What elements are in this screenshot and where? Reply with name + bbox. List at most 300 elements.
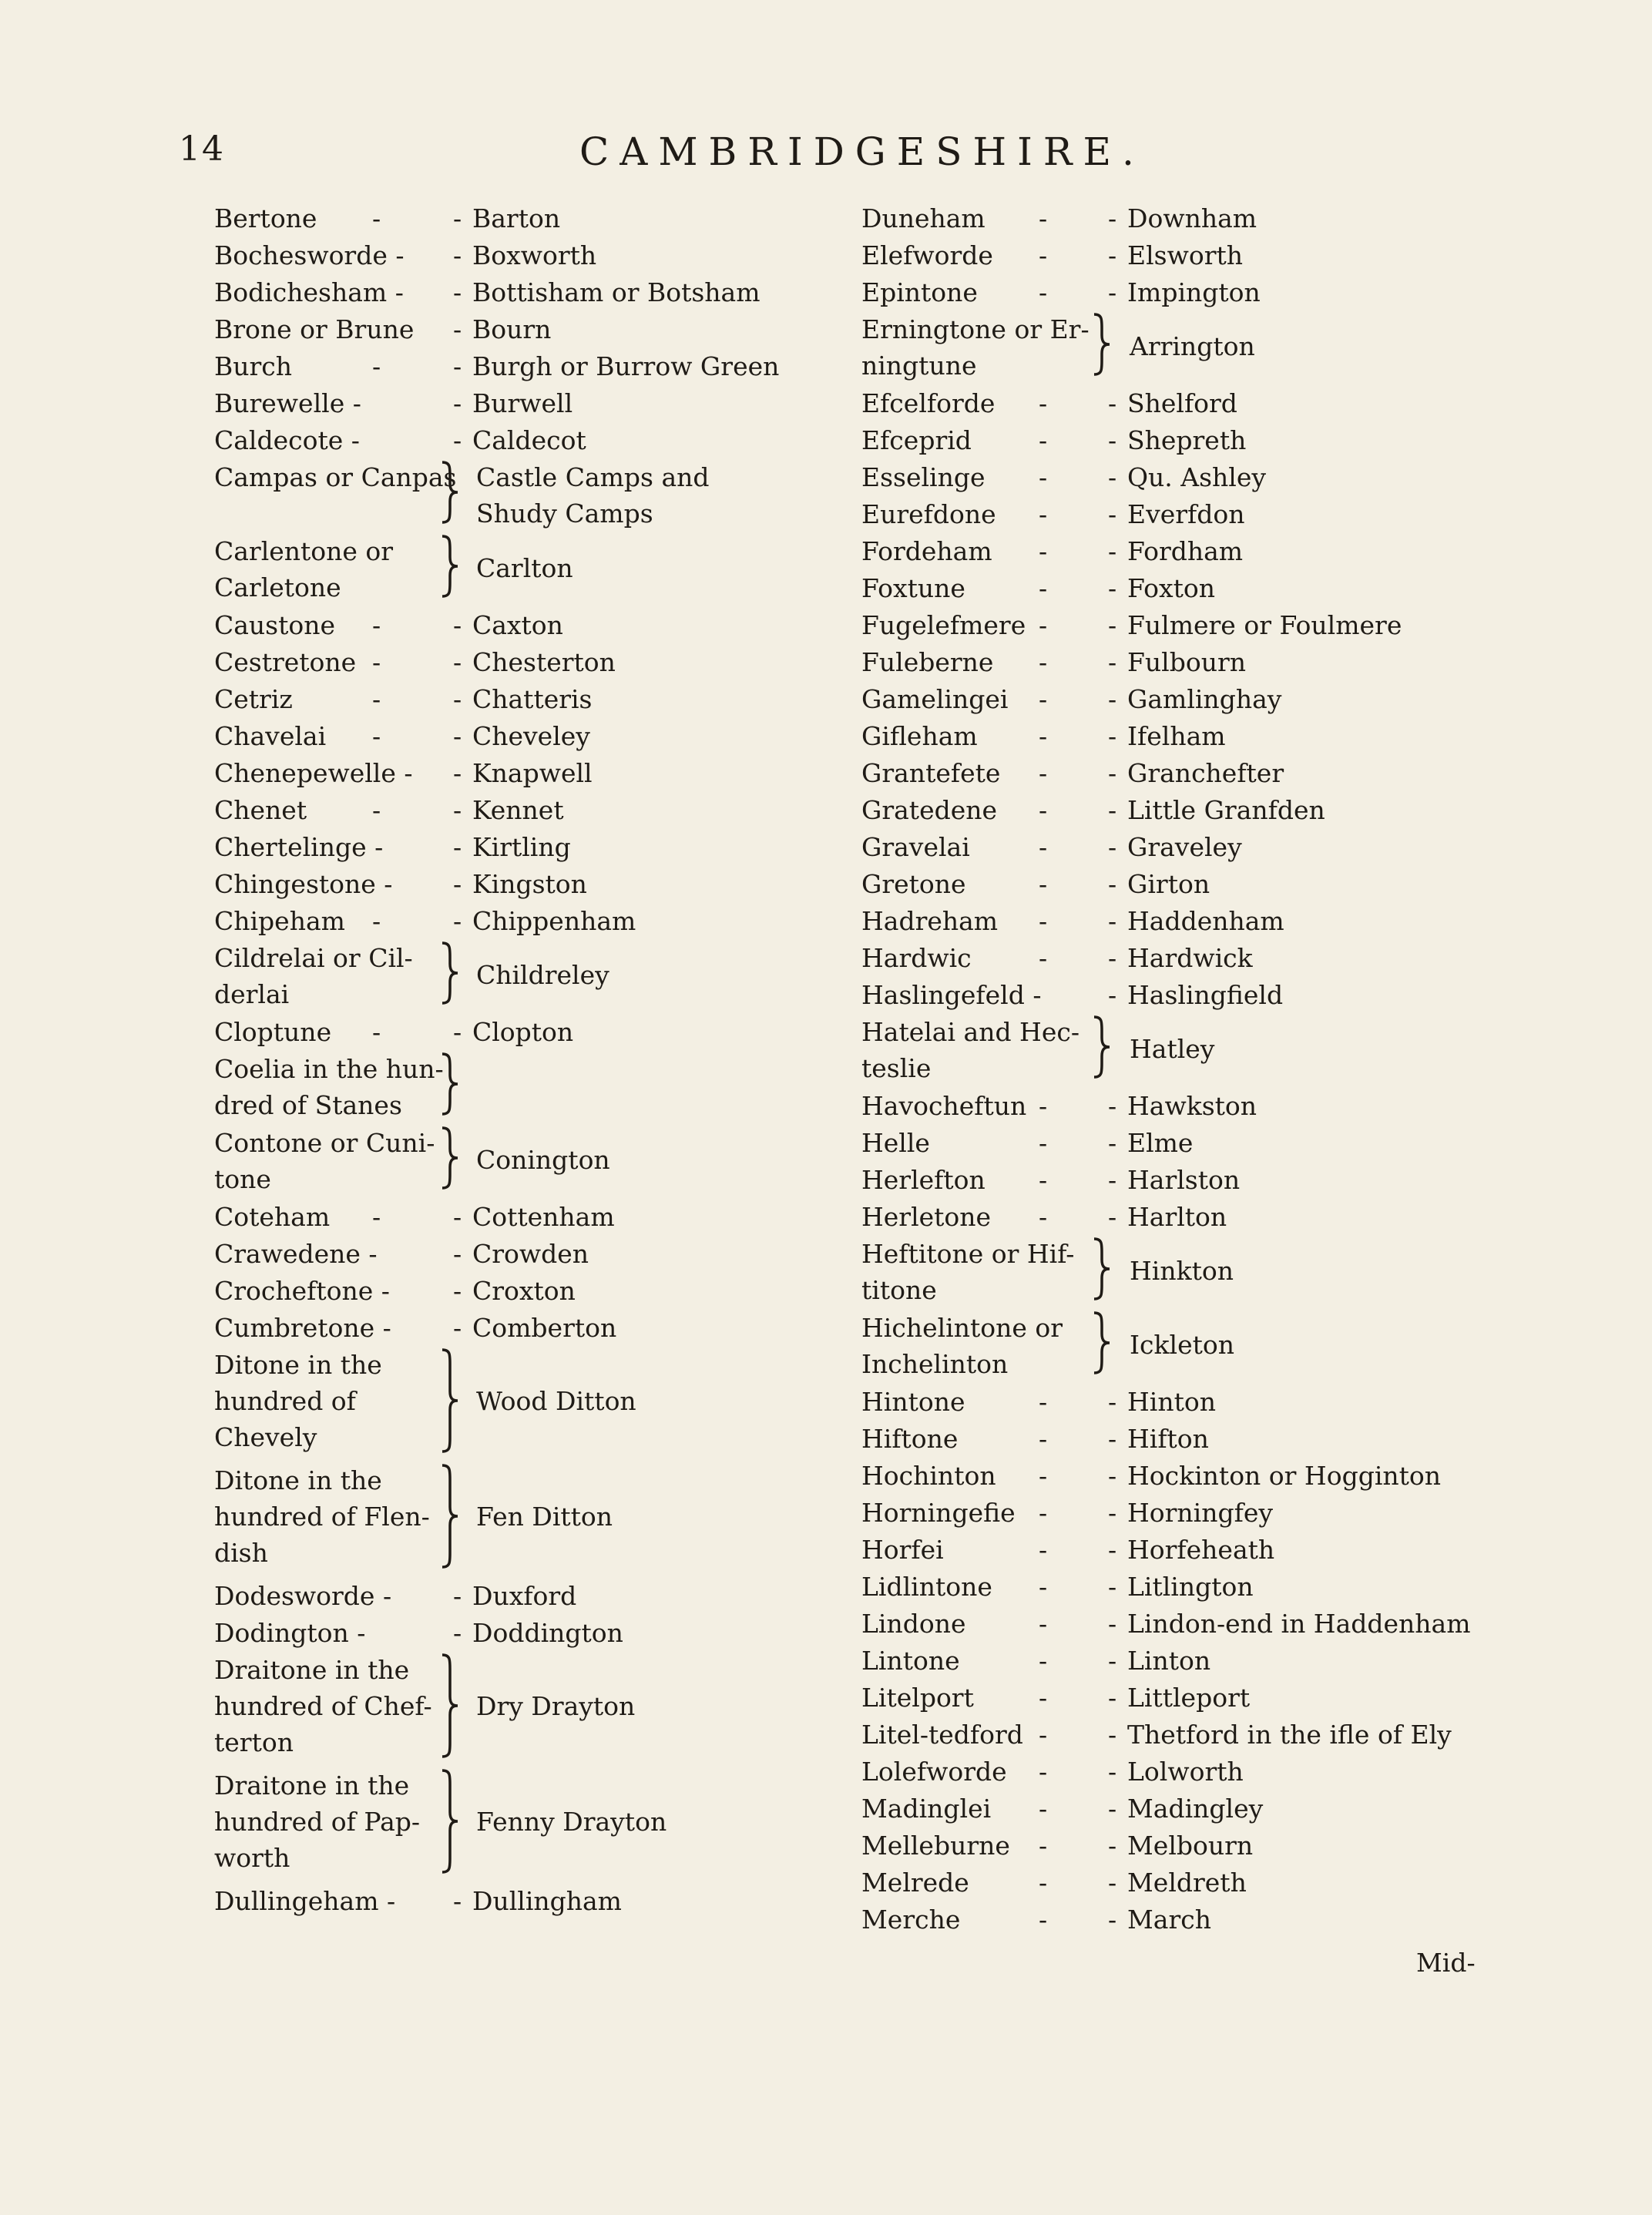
leader-dash: - (1108, 1646, 1117, 1676)
gazetteer-entry (861, 1606, 1493, 1643)
leader-dash: - (453, 610, 462, 640)
modern-name: Fen Ditton (476, 1502, 613, 1532)
leader-dash: - (1108, 610, 1117, 640)
modern-name: Burwell (472, 388, 573, 418)
modern-name: Graveley (1127, 832, 1242, 862)
brace-mark (439, 533, 462, 599)
gazetteer-entry (214, 1199, 808, 1236)
leader-dash: - (1039, 1831, 1048, 1861)
left-column (214, 200, 808, 1920)
domesday-name: Melrede (861, 1868, 969, 1898)
leader-dash: - (1108, 1424, 1117, 1454)
modern-name: Crowden (472, 1239, 589, 1269)
domesday-name: Litelport (861, 1683, 974, 1713)
gazetteer-entry (214, 903, 808, 940)
leader-dash: - (1039, 832, 1048, 862)
gazetteer-entry (861, 1569, 1493, 1606)
leader-dash: - (453, 425, 462, 455)
gazetteer-entry (214, 792, 808, 829)
gazetteer-entry (861, 1717, 1493, 1754)
domesday-name: Contone or Cuni- tone (214, 1128, 435, 1194)
brace-mark (439, 1051, 462, 1117)
leader-dash: - (1039, 1091, 1048, 1121)
gazetteer-entry (861, 459, 1493, 496)
domesday-name: Helle (861, 1128, 930, 1158)
domesday-name: Litel-tedford (861, 1720, 1023, 1750)
domesday-name: Burewelle - (214, 388, 361, 418)
modern-name: Bottisham or Botsham (472, 277, 761, 307)
leader-dash: - (453, 647, 462, 677)
gazetteer-entry (861, 1310, 1493, 1384)
modern-name: Kingston (472, 869, 587, 899)
modern-name: Cottenham (472, 1202, 615, 1232)
gazetteer-entry (861, 1088, 1493, 1125)
leader-dash: - (1039, 240, 1048, 270)
page-number: 14 (179, 129, 225, 169)
domesday-name: Gratedene (861, 795, 998, 825)
modern-name: Elme (1127, 1128, 1194, 1158)
gazetteer-entry (861, 644, 1493, 681)
brace-mark (439, 1125, 462, 1191)
leader-dash: - (1108, 1720, 1117, 1750)
leader-dash: - (1039, 1535, 1048, 1565)
leader-dash: - (1108, 1128, 1117, 1158)
leader-dash: - (1108, 906, 1117, 936)
modern-name: Doddington (472, 1618, 623, 1648)
gazetteer-entry (214, 237, 808, 274)
leader-dash: - (1039, 1165, 1048, 1195)
domesday-name: Hochinton (861, 1461, 996, 1491)
catchword: Mid- (1416, 1948, 1476, 1978)
domesday-name: Campas or Canpas (214, 462, 457, 492)
domesday-name: Brone or Brune (214, 314, 415, 344)
gazetteer-entry (214, 1014, 808, 1051)
gazetteer-entry (861, 1236, 1493, 1310)
leader-dash: - (1108, 647, 1117, 677)
gazetteer-entry (861, 607, 1493, 644)
leader-dash: - (453, 314, 462, 344)
domesday-name: Crocheftone - (214, 1276, 390, 1306)
gazetteer-entry (861, 1643, 1493, 1680)
modern-name: Impington (1127, 277, 1261, 307)
modern-name: Carlton (476, 553, 573, 583)
domesday-name: Haslingefeld - (861, 980, 1042, 1010)
modern-name: Dullingham (472, 1886, 622, 1916)
leader-dash: - (453, 388, 462, 418)
domesday-name: Lolefworde (861, 1757, 1007, 1787)
modern-name: Lolworth (1127, 1757, 1244, 1787)
modern-name: Meldreth (1127, 1868, 1247, 1898)
leader-dash: - (1108, 721, 1117, 751)
modern-name: Caldecot (472, 425, 586, 455)
domesday-name: Cestretone (214, 647, 357, 677)
modern-name: Comberton (472, 1313, 617, 1343)
leader-dash: - (453, 277, 462, 307)
leader-dash: - (1039, 1609, 1048, 1639)
domesday-name: Cetriz (214, 684, 293, 714)
domesday-name: Bertone (214, 203, 317, 233)
gazetteer-entry (214, 866, 808, 903)
gazetteer-entry (861, 422, 1493, 459)
modern-name: Qu. Ashley (1127, 462, 1267, 492)
domesday-name: Dodington - (214, 1618, 366, 1648)
domesday-name: Hardwic (861, 943, 972, 973)
leader-dash: - (1039, 1868, 1048, 1898)
modern-name: Litlington (1127, 1572, 1254, 1602)
domesday-name: Chenet (214, 795, 307, 825)
leader-dash: - (453, 351, 462, 381)
gazetteer-entry (214, 1125, 808, 1199)
modern-name: Hinton (1127, 1387, 1216, 1417)
leader-dash: - (1039, 536, 1048, 566)
leader-dash: - (1039, 1202, 1048, 1232)
modern-name: Downham (1127, 203, 1257, 233)
leader-dash: - (1108, 1535, 1117, 1565)
domesday-name: Fugelefmere (861, 610, 1026, 640)
domesday-name: Herlefton (861, 1165, 985, 1195)
leader-dash: - (372, 906, 381, 936)
domesday-name: Ditone in the hundred of Flen- dish (214, 1465, 430, 1568)
modern-name: Elsworth (1127, 240, 1243, 270)
domesday-name: Crawedene - (214, 1239, 378, 1269)
domesday-name: Hintone (861, 1387, 965, 1417)
gazetteer-entry (214, 533, 808, 607)
gazetteer-entry (861, 533, 1493, 570)
gazetteer-entry (214, 718, 808, 755)
domesday-name: Cildrelai or Cil- derlai (214, 943, 413, 1009)
gazetteer-entry (861, 903, 1493, 940)
leader-dash: - (1108, 203, 1117, 233)
brace-mark (1091, 1014, 1114, 1080)
brace-mark (439, 1652, 462, 1760)
leader-dash: - (453, 1886, 462, 1916)
domesday-name: Coelia in the hun- dred of Stanes (214, 1054, 444, 1120)
modern-name: Madingley (1127, 1794, 1264, 1824)
domesday-name: Gravelai (861, 832, 970, 862)
domesday-name: Fordeham (861, 536, 992, 566)
leader-dash: - (1108, 425, 1117, 455)
leader-dash: - (1108, 758, 1117, 788)
leader-dash: - (1039, 1461, 1048, 1491)
leader-dash: - (1039, 388, 1048, 418)
leader-dash: - (1039, 277, 1048, 307)
leader-dash: - (1108, 499, 1117, 529)
domesday-name: Dullingeham - (214, 1886, 396, 1916)
leader-dash: - (1108, 869, 1117, 899)
gazetteer-entry (861, 681, 1493, 718)
domesday-name: Draitone in the hundred of Pap- worth (214, 1770, 421, 1873)
domesday-name: Horningefie (861, 1498, 1016, 1528)
modern-name: Caxton (472, 610, 563, 640)
modern-name: Childreley (476, 960, 609, 990)
gazetteer-entry (861, 792, 1493, 829)
leader-dash: - (1108, 1683, 1117, 1713)
domesday-name: Foxtune (861, 573, 965, 603)
leader-dash: - (1039, 906, 1048, 936)
gazetteer-entry (861, 570, 1493, 607)
modern-name: Hawkston (1127, 1091, 1257, 1121)
gazetteer-entry (214, 1347, 808, 1462)
domesday-name: Epintone (861, 277, 978, 307)
gazetteer-entry (861, 385, 1493, 422)
domesday-name: Chavelai (214, 721, 327, 751)
modern-name: Bourn (472, 314, 552, 344)
leader-dash: - (453, 1202, 462, 1232)
leader-dash: - (1039, 1387, 1048, 1417)
gazetteer-entry (214, 681, 808, 718)
gazetteer-entry (214, 311, 808, 348)
modern-name: Shelford (1127, 388, 1237, 418)
leader-dash: - (453, 721, 462, 751)
modern-name: Littleport (1127, 1683, 1251, 1713)
leader-dash: - (372, 1202, 381, 1232)
domesday-name: Cumbretone - (214, 1313, 391, 1343)
leader-dash: - (1039, 203, 1048, 233)
leader-dash: - (1108, 1202, 1117, 1232)
leader-dash: - (372, 684, 381, 714)
modern-name: Cheveley (472, 721, 590, 751)
running-title: CAMBRIDGESHIRE. (579, 129, 1145, 174)
gazetteer-entry (861, 1384, 1493, 1421)
leader-dash: - (453, 832, 462, 862)
leader-dash: - (1108, 388, 1117, 418)
modern-name: Little Granfden (1127, 795, 1325, 825)
domesday-name: Burch (214, 351, 293, 381)
domesday-name: Chertelinge - (214, 832, 384, 862)
domesday-name: Herletone (861, 1202, 992, 1232)
leader-dash: - (1039, 610, 1048, 640)
modern-name: Horningfey (1127, 1498, 1273, 1528)
leader-dash: - (453, 1581, 462, 1611)
leader-dash: - (1039, 795, 1048, 825)
leader-dash: - (1108, 1757, 1117, 1787)
leader-dash: - (1108, 240, 1117, 270)
leader-dash: - (1039, 684, 1048, 714)
leader-dash: - (1039, 1646, 1048, 1676)
domesday-name: Havocheftun (861, 1091, 1027, 1121)
gazetteer-entry (214, 1051, 808, 1125)
domesday-name: Grantefete (861, 758, 1001, 788)
brace-mark (439, 459, 462, 525)
leader-dash: - (1108, 832, 1117, 862)
leader-dash: - (1108, 1831, 1117, 1861)
leader-dash: - (372, 647, 381, 677)
domesday-name: Melleburne (861, 1831, 1010, 1861)
gazetteer-entry (214, 1883, 808, 1920)
gazetteer-entry (861, 200, 1493, 237)
modern-name: Fulmere or Foulmere (1127, 610, 1402, 640)
gazetteer-entry (861, 755, 1493, 792)
leader-dash: - (1108, 1572, 1117, 1602)
brace-mark (439, 1462, 462, 1570)
leader-dash: - (1039, 721, 1048, 751)
domesday-name: Horfei (861, 1535, 944, 1565)
modern-name: Girton (1127, 869, 1210, 899)
gazetteer-entry (214, 829, 808, 866)
modern-name: Harlton (1127, 1202, 1227, 1232)
modern-name: Hifton (1127, 1424, 1209, 1454)
modern-name: Kirtling (472, 832, 571, 862)
modern-name: Knapwell (472, 758, 593, 788)
gazetteer-entry (214, 1236, 808, 1273)
domesday-name: Fuleberne (861, 647, 994, 677)
modern-name: Melbourn (1127, 1831, 1254, 1861)
leader-dash: - (1108, 795, 1117, 825)
brace-mark (1091, 311, 1114, 378)
gazetteer-entry (861, 1532, 1493, 1569)
gazetteer-entry (861, 1162, 1493, 1199)
modern-name: Fordham (1127, 536, 1244, 566)
domesday-name: Dodesworde - (214, 1581, 392, 1611)
leader-dash: - (453, 1017, 462, 1047)
gazetteer-entry (214, 459, 808, 533)
modern-name: Boxworth (472, 240, 597, 270)
modern-name: Fenny Drayton (476, 1807, 667, 1837)
modern-name: Linton (1127, 1646, 1211, 1676)
gazetteer-entry (861, 311, 1493, 385)
leader-dash: - (1108, 943, 1117, 973)
gazetteer-entry (861, 1495, 1493, 1532)
leader-dash: - (372, 351, 381, 381)
modern-name: Ifelham (1127, 721, 1226, 751)
leader-dash: - (1039, 647, 1048, 677)
domesday-name: Caustone (214, 610, 336, 640)
gazetteer-entry (861, 977, 1493, 1014)
modern-name: Croxton (472, 1276, 576, 1306)
leader-dash: - (1039, 869, 1048, 899)
domesday-name: Chenepewelle - (214, 758, 413, 788)
modern-name: Hinkton (1130, 1256, 1234, 1286)
brace-mark (439, 1767, 462, 1875)
modern-name: Shepreth (1127, 425, 1247, 455)
domesday-name: Coteham (214, 1202, 331, 1232)
leader-dash: - (372, 610, 381, 640)
gazetteer-entry (214, 1652, 808, 1767)
domesday-name: Heftitone or Hif- titone (861, 1239, 1075, 1305)
modern-name: Chippenham (472, 906, 636, 936)
gazetteer-entry (861, 1421, 1493, 1458)
gazetteer-entry (861, 1199, 1493, 1236)
leader-dash: - (1108, 684, 1117, 714)
modern-name: Hatley (1130, 1034, 1215, 1064)
gazetteer-entry (861, 718, 1493, 755)
leader-dash: - (1108, 1498, 1117, 1528)
leader-dash: - (453, 795, 462, 825)
leader-dash: - (453, 240, 462, 270)
domesday-name: Cloptune (214, 1017, 332, 1047)
modern-name: Thetford in the ifle of Ely (1127, 1720, 1452, 1750)
gazetteer-entry (214, 1273, 808, 1310)
leader-dash: - (1108, 573, 1117, 603)
domesday-name: Efceprid (861, 425, 972, 455)
gazetteer-entry (861, 237, 1493, 274)
modern-name: Hardwick (1127, 943, 1253, 973)
modern-name: Horfeheath (1127, 1535, 1275, 1565)
modern-name: Hockinton or Hogginton (1127, 1461, 1442, 1491)
modern-name: Burgh or Burrow Green (472, 351, 780, 381)
leader-dash: - (1039, 425, 1048, 455)
gazetteer-entry (861, 940, 1493, 977)
modern-name: Conington (476, 1145, 610, 1175)
modern-name: March (1127, 1905, 1211, 1935)
gazetteer-entry (214, 1615, 808, 1652)
leader-dash: - (1039, 1572, 1048, 1602)
gazetteer-entry (214, 607, 808, 644)
modern-name: Kennet (472, 795, 564, 825)
gazetteer-entry (861, 1125, 1493, 1162)
leader-dash: - (1039, 943, 1048, 973)
leader-dash: - (1039, 573, 1048, 603)
gazetteer-entry (861, 496, 1493, 533)
leader-dash: - (1039, 1128, 1048, 1158)
leader-dash: - (1108, 1387, 1117, 1417)
modern-name: Haddenham (1127, 906, 1284, 936)
gazetteer-entry (861, 1790, 1493, 1827)
leader-dash: - (1039, 499, 1048, 529)
leader-dash: - (1108, 1461, 1117, 1491)
right-column (861, 200, 1493, 1938)
modern-name: Granchefter (1127, 758, 1284, 788)
gazetteer-entry (861, 1827, 1493, 1864)
gazetteer-entry (861, 274, 1493, 311)
domesday-name: Hadreham (861, 906, 999, 936)
leader-dash: - (453, 869, 462, 899)
gazetteer-entry (861, 1864, 1493, 1901)
leader-dash: - (453, 758, 462, 788)
gazetteer-entry (214, 1767, 808, 1883)
domesday-name: Elefworde (861, 240, 993, 270)
brace-mark (1091, 1310, 1114, 1376)
domesday-name: Duneham (861, 203, 985, 233)
domesday-name: Bodichesham - (214, 277, 404, 307)
brace-mark (1091, 1236, 1114, 1302)
leader-dash: - (1039, 1794, 1048, 1824)
leader-dash: - (1108, 1905, 1117, 1935)
leader-dash: - (1108, 1091, 1117, 1121)
leader-dash: - (1108, 1794, 1117, 1824)
leader-dash: - (1108, 1868, 1117, 1898)
leader-dash: - (453, 1618, 462, 1648)
domesday-name: Hiftone (861, 1424, 959, 1454)
brace-mark (439, 1347, 462, 1455)
leader-dash: - (453, 906, 462, 936)
leader-dash: - (453, 1276, 462, 1306)
leader-dash: - (372, 795, 381, 825)
leader-dash: - (1108, 980, 1117, 1010)
leader-dash: - (1039, 1424, 1048, 1454)
gazetteer-entry (214, 940, 808, 1014)
gazetteer-entry (214, 385, 808, 422)
leader-dash: - (1039, 1498, 1048, 1528)
modern-name: Arrington (1130, 331, 1255, 361)
leader-dash: - (1108, 462, 1117, 492)
modern-name: Haslingfield (1127, 980, 1284, 1010)
domesday-name: Efcelforde (861, 388, 996, 418)
leader-dash: - (1108, 277, 1117, 307)
modern-name: Barton (472, 203, 561, 233)
modern-name: Harlston (1127, 1165, 1241, 1195)
leader-dash: - (1039, 1905, 1048, 1935)
leader-dash: - (1108, 536, 1117, 566)
domesday-name: Chipeham (214, 906, 345, 936)
domesday-name: Hichelintone or Inchelinton (861, 1313, 1063, 1379)
domesday-name: Gifleham (861, 721, 978, 751)
domesday-name: Lindone (861, 1609, 966, 1639)
gazetteer-entry (861, 1754, 1493, 1790)
modern-name: Duxford (472, 1581, 577, 1611)
domesday-name: Madinglei (861, 1794, 992, 1824)
modern-name: Chatteris (472, 684, 593, 714)
